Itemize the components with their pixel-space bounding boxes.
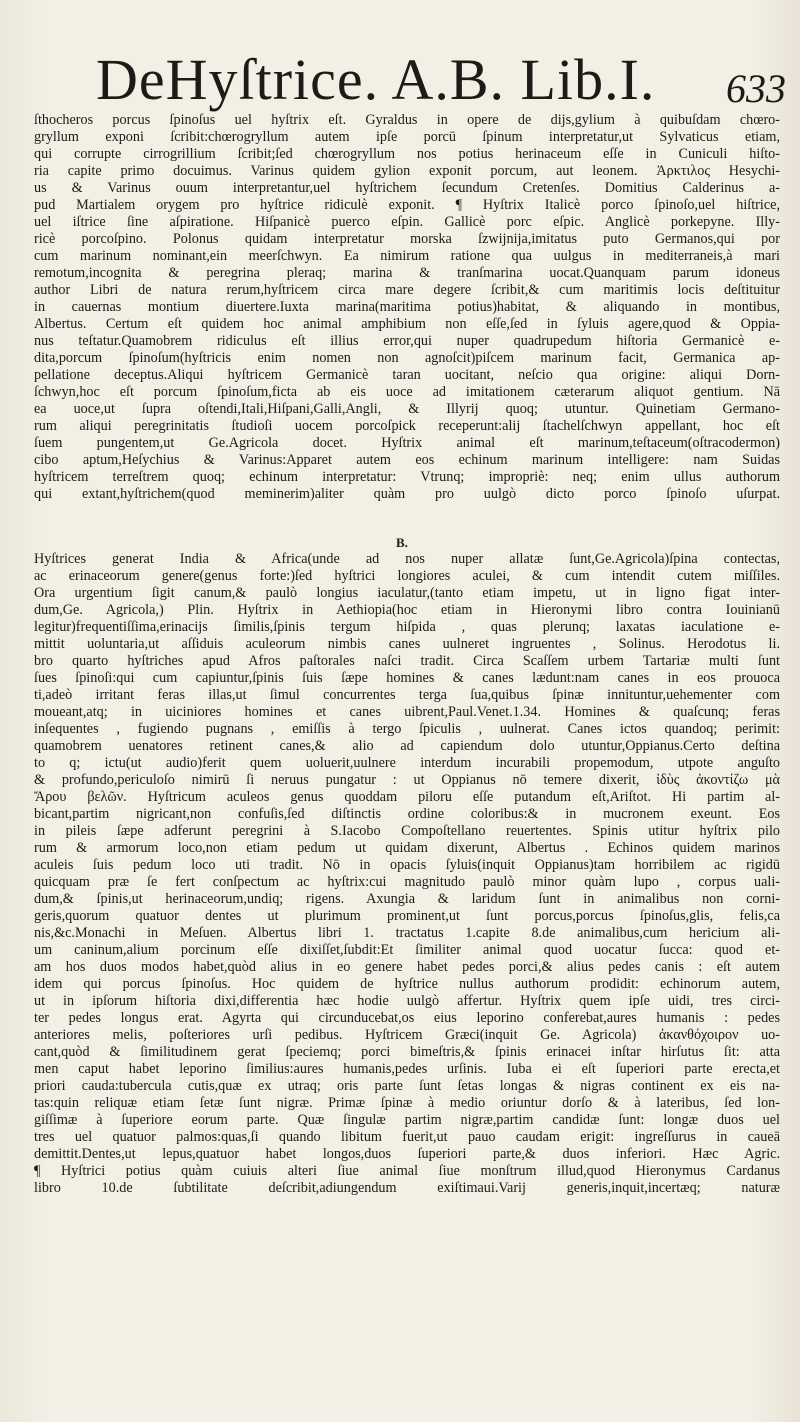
text-line: qui corrupte cirrogrillium ſcribit;ſed chœrogryllum nos potius herinaceum eſſe in Cuniculi hiſto-: [34, 146, 780, 162]
text-line: cant,quòd & ſimilitudinem gerat ſpeciemq; porci bimeſtris,& ſpinis erinacei inſtar hirſutus ſit: atta: [34, 1044, 780, 1060]
text-line: idem qui porcus ſpinoſus. Hoc quidem de hyſtrice nullus authorum prodidit: echinorum autem,: [34, 976, 780, 992]
text-line: pud Martialem orygem pro hyſtrice ridiculè exponit. ¶ Hyſtrix Italicè porco ſpinoſo,uel hiſtrice,: [34, 197, 780, 213]
text-line: Ἄρου βελῶν. Hyſtricum aculeos genus quoddam piloru eſſe putandum eſt,Ariſtot. Hi partim al-: [34, 789, 780, 805]
text-line: Hyſtrices generat India & Africa(unde ad nos nuper allatæ ſunt,Ge.Agricola)ſpina contectas,: [34, 551, 780, 567]
text-line: quicquam præ ſe fert conſpectum ac hyſtrix:cui magnitudo paulò minor quàm lupo , corpus uali-: [34, 874, 780, 890]
text-line: cibo aptum,Heſychius & Varinus:Apparet autem eos echinum marinum intelligere: nam Suidas: [34, 452, 780, 468]
text-line: moueant,atq; in uiciniores homines et canes uibrent,Paul.Venet.1.34. Homines & quaſcunq; feras: [34, 704, 780, 720]
text-line: gryllum exponi ſcribit:chœrogryllum autem ipſe porcū ſpinum interpretatur,ut Sylvaticus etiam,: [34, 129, 780, 145]
text-line: dum,& ſpinis,ut herinaceorum,undiq; rigens. Axungia & laridum ſunt in animalibus non corni-: [34, 891, 780, 907]
text-line: cum marinum nominant,ein meerſchwyn. Ea nimirum ratione qua uulgus in mediterraneis,à mari: [34, 248, 780, 264]
text-line: qui extant,hyſtrichem(quod meminerim)aliter quàm pro uulgò dicto porco ſpinoſo uſurpat.: [34, 486, 780, 502]
paragraph-2: [34, 551, 780, 1197]
paragraph-1: [34, 112, 780, 503]
text-line: ut in ipſorum hiſtoria dixi,differentia hæc hodie uulgò affertur. Hyſtrix quem ipſe uidi, tres circi-: [34, 993, 780, 1009]
text-line: bicant,partim nigricant,non confuſis,ſed diſtinctis ordine coloribus:& in mucronem exeunt. Eos: [34, 806, 780, 822]
text-line: Ora urgentium ſigit canum,& paulò longius iaculatur,(tanto etiam impetu, ut in ligno figat inter-: [34, 585, 780, 601]
text-line: uel iſtrice ſine aſpiratione. Hiſpanicè puerco eſpin. Gallicè porc eſpic. Anglicè porkepyne. Illy-: [34, 214, 780, 230]
text-line: dita,porcum ſpinoſum(hyſtricis enim nomen non agnoſcit)piſcem marinum facit, Germanica ap-: [34, 350, 780, 366]
text-line: nis,&c.Monachi in Meſuen. Albertus libri 1. tractatus 1.capite 8.de animalibus,cum hericium ali-: [34, 925, 780, 941]
page-number: 633: [726, 66, 786, 111]
text-line: ac erinaceorum genere(genus forte:)ſed hyſtrici longiores aculei, & cum intendit cutem miſſiles.: [34, 568, 780, 584]
text-line: ricè porcoſpino. Polonus quidam interpretatur morska ſzwijnija,imitatus puto Germanos,qui por: [34, 231, 780, 247]
text-line: ſchwyn,hoc eſt porcum ſpinoſum,ficta ab eis uoce ad imitationem cæterarum aliquot gentium. Nā: [34, 384, 780, 400]
text-line: bro quarto hyſtriches apud Afros paſtorales naſci tradit. Circa Scaſſem urbem Tartariæ multi ſunt: [34, 653, 780, 669]
text-line: dum,Ge. Agricola,) Plin. Hyſtrix in Aethiopia(hoc etiam in Hieronymi libro contra Iouinianū: [34, 602, 780, 618]
text-line: am hos duos modos habet,quòd alius in eo genere habet pedes porci,& alius pedes canis : eſt autem: [34, 959, 780, 975]
text-line: giſſimæ à ſuperiore eorum parte. Quæ ſingulæ partim nigræ,partim candidæ ſunt: longæ duos uel: [34, 1112, 780, 1128]
text-line: inſequentes , fugiendo pugnans , emiſſis à tergo ſpiculis , uulnerat. Canes ictos quandoq; perimit:: [34, 721, 780, 737]
text-line: ſues ſpinoſi:qui cum capiuntur,ſpinis ſuis ſæpe homines & canes lædunt:nam canes in eos prouoca: [34, 670, 780, 686]
text-line: mittit uoluntaria,ut aſſiduis aculeorum nimbis canes uulneret ingruentes , Solinus. Herodotus li.: [34, 636, 780, 652]
text-line: ¶ Hyſtrici potius quàm cuiuis alteri ſiue animal ſiue monſtrum illud,quod Hieronymus Cardanus: [34, 1163, 780, 1179]
text-line: geris,quorum quatuor dentes ut plurimum prominent,ut ſunt porcus,porcus ſpinoſus,glis, felis,ca: [34, 908, 780, 924]
text-line: in pileis ſæpe adferunt peregrini à S.Iacobo Compoſtellano reuertentes. Spinis utitur hyſtrix pilo: [34, 823, 780, 839]
text-line: ea uoce,ut ſupra oſtendi,Itali,Hiſpani,Galli,Angli, & Illyrij quoq; utuntur. Quinetiam Germano-: [34, 401, 780, 417]
text-line: priori cauda:tubercula cutis,quæ ex utraq; oris parte ſunt ſetas longas & nigras continent ex eis na-: [34, 1078, 780, 1094]
text-line: legitur)frequentiſſima,erinacijs ſimilis,ſpinis tergum hiſpida , quas plerunq; laxatas iaculatione e-: [34, 619, 780, 635]
text-line: hyſtricem terreſtrem quoq; echinum interpretatur: Vtrunq; impropriè: neq; enim ullus authorum: [34, 469, 780, 485]
text-line: to q; ictu(ut audio)ferit quem uoluerit,uulnere interdum incurabili propemodum, utpote anguſto: [34, 755, 780, 771]
text-line: us & Varinus ouum interpretantur,uel hyſtrichem ſecundum Cretenſes. Domitius Calderinus a-: [34, 180, 780, 196]
text-line: author Libri de natura rerum,hyſtricem circa mare degere ſcribit,& cum maritimis locis deſtituitur: [34, 282, 780, 298]
text-line: ti,adeò irritant feras illas,ut ſimul concurrentes terga ſua,quibus ſpinæ innituntur,uehementer com: [34, 687, 780, 703]
text-line: aculeis ſuis pedum loco uti tradit. Nō in opacis ſyluis(inquit Oppianus)tam horribilem ac rigidū: [34, 857, 780, 873]
text-line: & profundo,periculoſo nimirū ſi neruus pungatur : ut Oppianus nō temere dixerit, ἰδὺς ἀκοντίζω μὰ: [34, 772, 780, 788]
text-line: anteriores melis, poſteriores urſi pedibus. Hyſtricem Græci(inquit Ge. Agricola) ἀκανθόχοιρον uo-: [34, 1027, 780, 1043]
text-line: um caninum,alium porcinum eſſe dixiſſet,ſubdit:Et ſimiliter animal quod uocatur ſucca: quod et-: [34, 942, 780, 958]
text-line: pellatione deceptus.Aliqui hyſtricem Germanicè taran uocitant, neſcio qua origine: aliqui Dorn-: [34, 367, 780, 383]
text-line: ſthocheros porcus ſpinoſus uel hyſtrix eſt. Gyraldus in opere de dijs,gylium à quibuſdam chœro-: [34, 112, 780, 128]
text-line: men caput habet leporino ſimilius:aures humanis,pedes urſinis. Iuba ei eſt ſuperiori parte erecta,et: [34, 1061, 780, 1077]
text-line: remotum,incognita & peregrina pleraq; marina & tranſmarina uocat.Quanquam parum idoneus: [34, 265, 780, 281]
text-line: rum & armorum loco,non etiam pedum ut quidam dixerunt, Albertus . Echinos quidem marinos: [34, 840, 780, 856]
text-line: tres uel quatuor palmos:quas,ſi quando libitum fuerit,ut pauo caudam erigit: ingreſſurus in caueā: [34, 1129, 780, 1145]
page-header: [96, 48, 786, 112]
section-mark: B.: [396, 535, 408, 550]
text-line: demittit.Dentes,ut lepus,quatuor habet longos,duos ſuperiori parte,& duos inferiori. Hæc Agric.: [34, 1146, 780, 1162]
text-line: Albertus. Certum eſt quidem hoc animal amphibium non eſſe,ſed in ſyluis agere,quod & Oppia-: [34, 316, 780, 332]
text-line: ria capite primo docuimus. Varinus quidem gylion exponit porcum, aut leonem. Ἀρκτιλος Hesychi-: [34, 163, 780, 179]
text-line: in cauernas montium diuertere.Iuxta marina(maritima potius)habitat, & aliquando in montibus,: [34, 299, 780, 315]
text-line: ſuem pungentem,ut Ge.Agricola docet. Hyſtrix animal eſt marinum,teſtaceum(oſtracodermon): [34, 435, 780, 451]
text-line: quamobrem uenatores retinent canes,& alio ad capiendum dolo utuntur,Oppianus.Certo deſtina: [34, 738, 780, 754]
running-head: DeHyſtrice. A.B. Lib.I.: [96, 47, 656, 112]
text-line: nus teſtatur.Quamobrem ridiculus eſt illius error,qui nuper quadrupedum hiſtoria Germanicè e-: [34, 333, 780, 349]
text-line: ter pedes longus erat. Agyrta qui circunducebat,os eius leporino conferebat,aures humanis : pedes: [34, 1010, 780, 1026]
text-line: tas:quin reliquæ etiam ſetæ ſunt nigræ. Primæ ſpinæ à medio oriuntur dorſo & à lateribus, ſed lon-: [34, 1095, 780, 1111]
text-line: rum aliqui peregrinitatis ſtudioſi uocem porcoſpick receperunt:alij ſtachelſchwyn appellant, hoc eſt: [34, 418, 780, 434]
text-line: libro 10.de ſubtilitate deſcribit,adiungendum exiſtimaui.Varij generis,inquit,incertæq; naturæ: [34, 1180, 780, 1196]
